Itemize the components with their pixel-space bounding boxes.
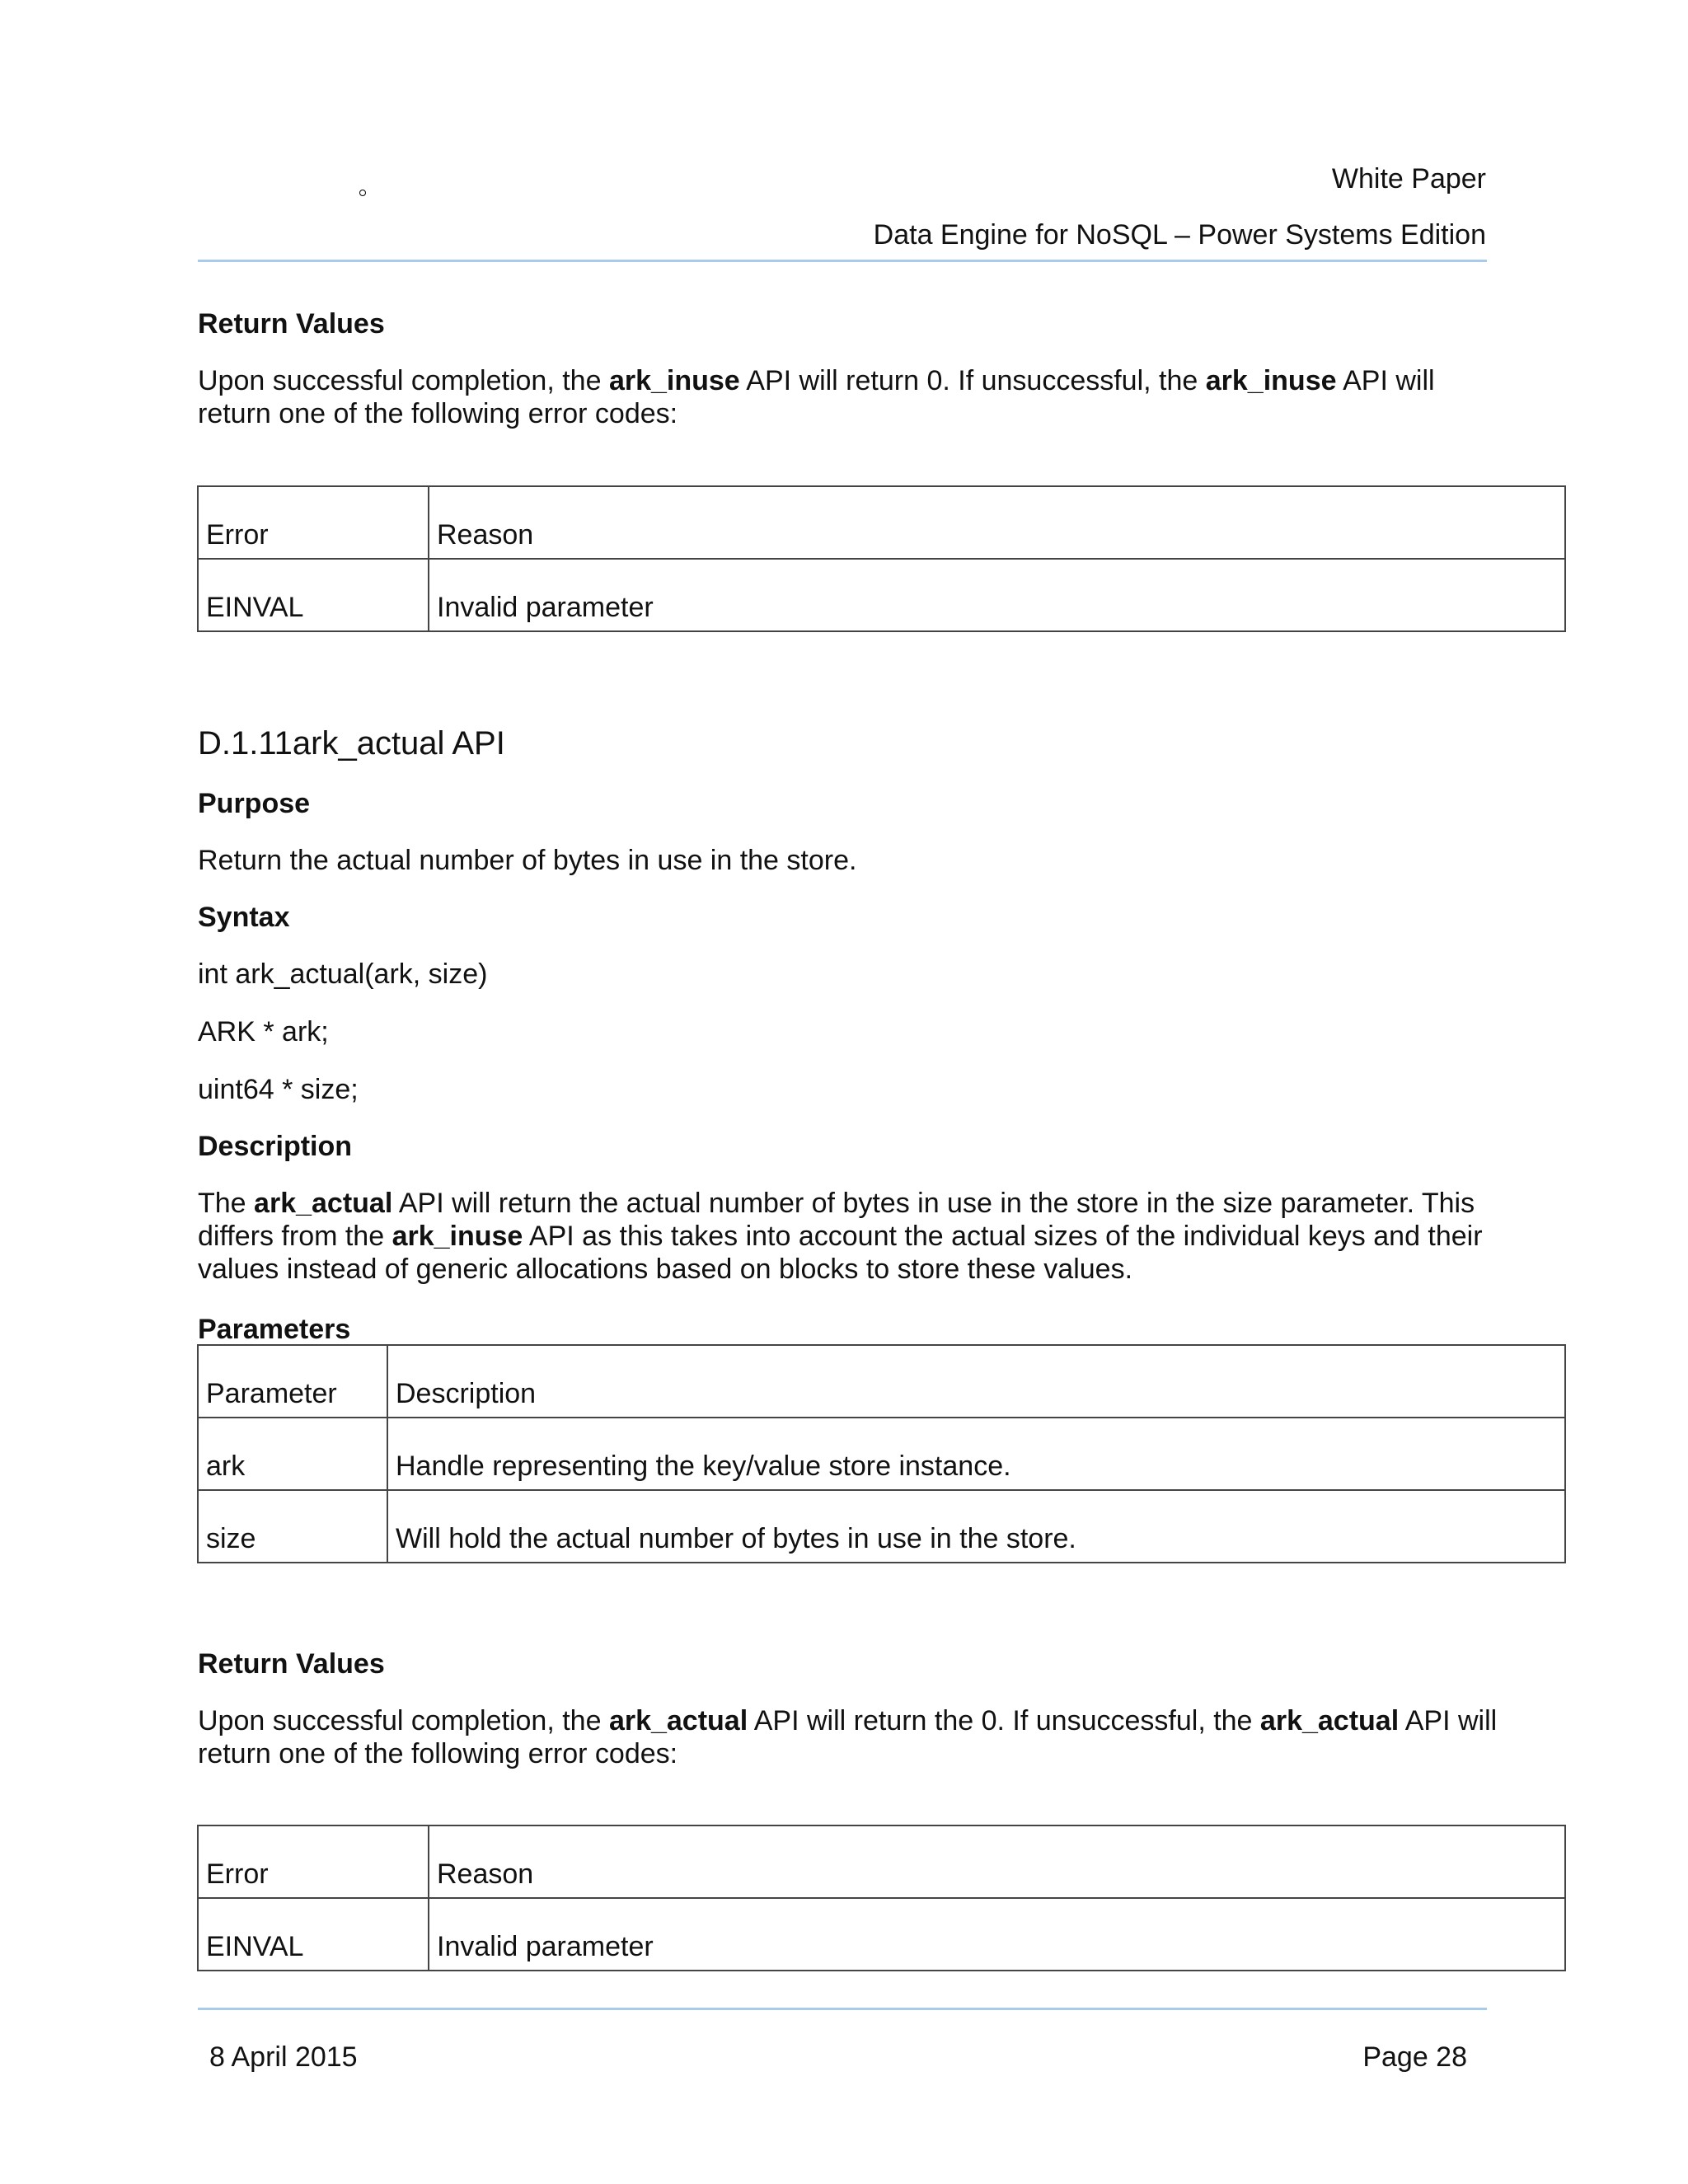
table-cell: EINVAL — [198, 559, 429, 631]
table-row — [198, 1898, 1565, 1971]
header-doc-type: White Paper — [1331, 163, 1486, 194]
table-header-cell: Reason — [429, 1825, 1565, 1898]
footer-page-number: Page 28 — [1362, 2041, 1467, 2073]
table-cell: EINVAL — [198, 1898, 429, 1971]
description-heading: Description — [198, 1131, 353, 1162]
actual-return-values-heading: Return Values — [198, 1648, 385, 1680]
ibm-logo — [198, 122, 368, 196]
table-header-cell: Parameter — [198, 1345, 387, 1418]
syntax-line: int ark_actual(ark, size) — [198, 958, 488, 990]
section-title: D.1.11ark_actual API — [198, 725, 505, 762]
table-cell: Will hold the actual number of bytes in use in the store. — [387, 1490, 1565, 1563]
parameters-table — [197, 1344, 1566, 1563]
table-cell: ark — [198, 1418, 387, 1490]
purpose-text: Return the actual number of bytes in use in the store. — [198, 845, 857, 876]
syntax-line: ARK * ark; — [198, 1016, 329, 1047]
table-row — [198, 1418, 1565, 1490]
table-cell: size — [198, 1490, 387, 1563]
description-text: The ark_actual API will return the actual number of bytes in use in the store in the size parameter. This differs from the ark_inuse API as this takes into account the actual sizes of the individual keys and their values instead of generic allocations based on blocks to store these values. — [198, 1188, 1483, 1285]
header-doc-title: Data Engine for NoSQL – Power Systems Edition — [873, 219, 1486, 251]
table-cell: Invalid parameter — [429, 559, 1565, 631]
table-header-row — [198, 1825, 1565, 1898]
table-row — [198, 1490, 1565, 1563]
table-cell: Handle representing the key/value store instance. — [387, 1418, 1565, 1490]
inuse-return-values-heading: Return Values — [198, 308, 385, 340]
purpose-heading: Purpose — [198, 788, 311, 819]
actual-return-values-text: Upon successful completion, the ark_actual API will return the 0. If unsuccessful, the ark_actual API will return one of the following error codes: — [198, 1705, 1498, 1769]
actual-error-table — [197, 1825, 1566, 1971]
table-header-cell: Description — [387, 1345, 1565, 1418]
footer-date: 8 April 2015 — [209, 2041, 358, 2073]
table-header-cell: Reason — [429, 486, 1565, 559]
table-cell: Invalid parameter — [429, 1898, 1565, 1971]
table-header-cell: Error — [198, 1825, 429, 1898]
header-divider — [198, 260, 1487, 262]
inuse-error-table — [197, 485, 1566, 632]
footer-divider — [198, 2008, 1487, 2010]
parameters-heading: Parameters — [198, 1314, 351, 1345]
inuse-return-values-text: Upon successful completion, the ark_inuse API will return 0. If unsuccessful, the ark_inuse API will return one of the following error codes: — [198, 365, 1435, 429]
syntax-line: uint64 * size; — [198, 1074, 359, 1105]
table-header-row — [198, 1345, 1565, 1418]
table-header-cell: Error — [198, 486, 429, 559]
table-header-row — [198, 486, 1565, 559]
syntax-heading: Syntax — [198, 902, 290, 933]
table-row — [198, 559, 1565, 631]
